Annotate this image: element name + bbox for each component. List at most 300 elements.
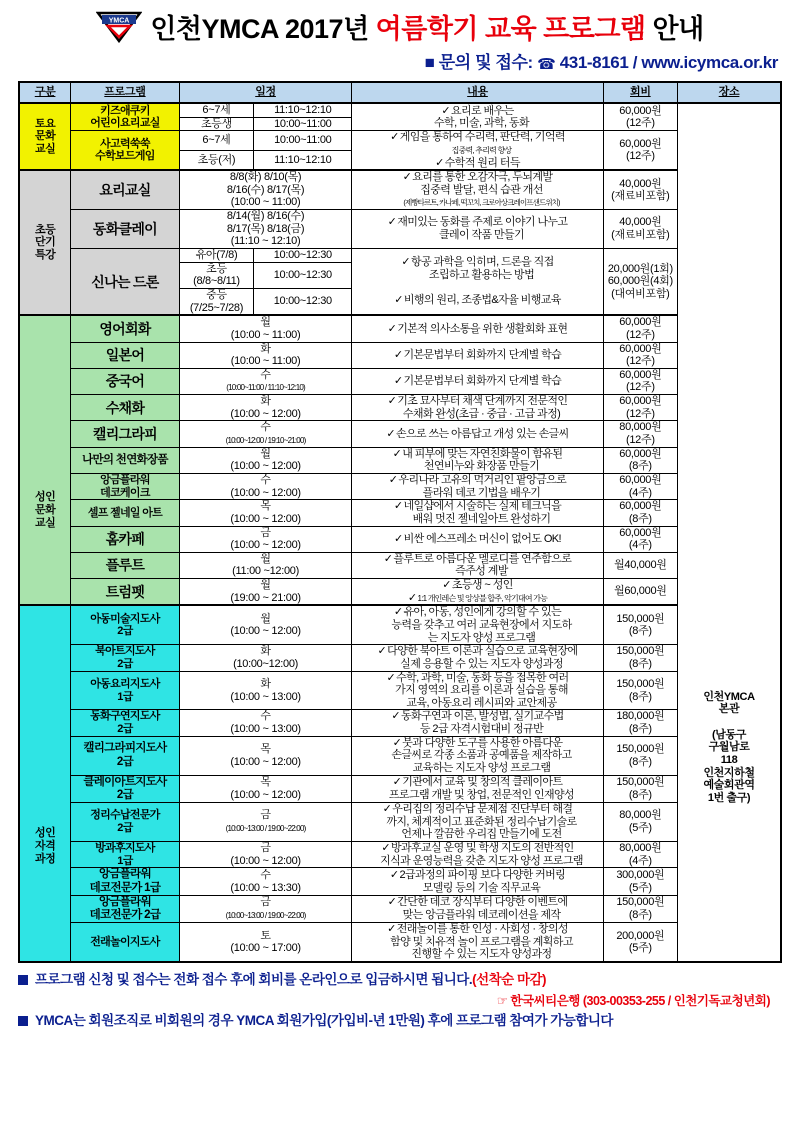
- note-1-text: [35, 970, 546, 990]
- content-line-1: 기관에서 교육 및 창의적 클레이아트: [402, 776, 563, 789]
- division-adult-culture: [19, 315, 71, 605]
- content-line-2: 능력을 갖추고 여러 교육현장에서 지도하: [391, 618, 572, 631]
- program-name: [71, 605, 180, 644]
- fee-duration: (12주): [626, 407, 655, 420]
- content-line-1: 간단한 데코 장식부터 다양한 이벤트에: [397, 896, 568, 909]
- program-line-1: 캘리그라피지도사: [83, 742, 167, 755]
- fee-line-3: (대여비포함): [611, 287, 670, 300]
- schedule-time: (10:00~12:00 / 19:10~21:00): [225, 436, 306, 446]
- fee-duration: (4주): [628, 486, 652, 499]
- content-line-1: 초등생 ~ 성인: [451, 579, 513, 592]
- program-content: [352, 803, 603, 842]
- schedule-day: 목: [260, 500, 271, 513]
- fee-amount: 150,000원: [616, 776, 665, 789]
- table-row: [19, 131, 781, 150]
- bank-text: 한국씨티은행 (303-00353-255 / 인천기독교청년회): [510, 994, 770, 1009]
- content-line-1: 요리로 배우는: [451, 104, 514, 117]
- page-header: [0, 0, 800, 73]
- program-line-1: 클레이아트지도사: [83, 775, 167, 788]
- content-line-1: 기본적 의사소통을 위한 생활회화 표현: [397, 322, 568, 335]
- bullet-square-icon: [18, 975, 28, 985]
- schedule-time: (10:00~11:00 / 11:10~12:10): [226, 383, 305, 393]
- program-content: [352, 775, 603, 802]
- table-row: [19, 710, 781, 736]
- program-name: [71, 803, 180, 842]
- table-row: [19, 923, 781, 962]
- place-line-8: 1번 출구): [707, 791, 751, 804]
- program-content: [352, 842, 603, 868]
- bullet-square-icon: [18, 1016, 28, 1026]
- table-row: [19, 868, 781, 895]
- check-icon: ✓: [393, 500, 403, 513]
- program-name: 요리교실: [71, 170, 180, 209]
- program-line-1: 전래놀이지도사: [90, 935, 160, 948]
- program-line-2: 2급: [117, 657, 133, 670]
- schedule-time: 10:00~12:30: [254, 262, 352, 288]
- schedule-day: 목: [260, 743, 271, 756]
- schedule-time: (10:00 ~ 12:00): [230, 854, 301, 867]
- fee-amount: 40,000원: [619, 216, 662, 229]
- program-content: [352, 395, 603, 421]
- content-line-1: 방과후교실 운영 및 학생 지도의 전반적인: [390, 842, 574, 855]
- fee-amount: 60,000원: [619, 137, 662, 150]
- program-name: [71, 923, 180, 962]
- content-line-1: 요리를 통한 오감자극, 두뇌계발: [412, 171, 553, 184]
- program-schedule: [179, 170, 352, 209]
- program-fee: [603, 775, 677, 802]
- division-line-3: 교실: [34, 516, 56, 529]
- program-fee: [603, 923, 677, 962]
- note-1: [18, 970, 782, 990]
- schedule-time: (10:00 ~ 17:00): [230, 942, 301, 955]
- program-schedule: [179, 868, 352, 895]
- col-header-fee: 회비: [603, 82, 677, 103]
- division-line-1: 토요: [34, 117, 56, 130]
- schedule-line-2: 8/16(수) 8/17(목): [226, 183, 305, 196]
- table-row: [19, 605, 781, 644]
- schedule-time: (10:00 ~ 12:00): [230, 539, 301, 552]
- program-content: [352, 342, 603, 368]
- content-line-1: 수학, 과학, 미술, 동화 등을 접목한 여러: [396, 671, 569, 684]
- check-icon: ✓: [392, 736, 402, 749]
- schedule-time: (10:00 ~ 13:30): [230, 881, 301, 894]
- check-icon: ✓: [435, 156, 444, 169]
- schedule-time: 10:00~12:30: [254, 249, 352, 263]
- division-line-2: 문화: [34, 130, 56, 143]
- program-line-1: 앙금플라워: [98, 868, 151, 881]
- fee-amount: 80,000원: [619, 421, 662, 434]
- program-name: [71, 131, 180, 170]
- program-line-1: 아동미술지도사: [90, 612, 160, 625]
- col-header-place: 장소: [678, 82, 781, 103]
- program-fee: [603, 395, 677, 421]
- schedule-day: 화: [260, 342, 271, 355]
- program-schedule: [179, 526, 352, 552]
- program-name: 캘리그라피: [71, 421, 180, 447]
- schedule-target: 초등생: [179, 117, 253, 131]
- fee-duration: (재료비포함): [611, 190, 670, 203]
- content-line-1: 손으로 쓰는 아름답고 개성 있는 손글씨: [395, 427, 569, 440]
- fee-amount: 200,000원: [616, 929, 665, 942]
- target-line-1: 초등: [206, 262, 227, 275]
- program-content: [352, 447, 603, 473]
- schedule-time: (10:00 ~ 12:00): [230, 755, 301, 768]
- fee-duration: (8주): [628, 690, 652, 703]
- schedule-time: 11:10~12:10: [254, 150, 352, 170]
- program-name: 수채화: [71, 395, 180, 421]
- table-row: [19, 526, 781, 552]
- pointing-hand-icon: ☞: [496, 994, 508, 1009]
- col-header-content: 내용: [352, 82, 603, 103]
- check-icon: ✓: [377, 645, 387, 658]
- table-row: [19, 395, 781, 421]
- content-line-2: 즉주성 계발: [455, 565, 508, 578]
- check-icon: ✓: [402, 171, 412, 184]
- fee-duration: (재료비포함): [611, 229, 670, 242]
- contact-row: [0, 48, 800, 73]
- fee-duration: (8주): [628, 908, 652, 921]
- schedule-day: 금: [260, 526, 271, 539]
- table-row: [19, 421, 781, 447]
- col-header-division: 구분: [19, 82, 71, 103]
- program-line-1: 정리수납전문가: [90, 809, 160, 822]
- program-fee: [603, 868, 677, 895]
- program-name: 영어회화: [71, 315, 180, 342]
- division-adult-cert: [19, 605, 71, 962]
- schedule-day: 월: [260, 447, 271, 460]
- program-name: 신나는 드론: [71, 249, 180, 316]
- program-fee: [603, 500, 677, 526]
- program-schedule: [179, 368, 352, 394]
- fee-duration: (5주): [628, 942, 652, 955]
- check-icon: ✓: [393, 348, 403, 361]
- note-1-main: 프로그램 신청 및 접수는 전화 접수 후에 회비를 온라인으로 입금하시면 됩니다.: [35, 972, 473, 988]
- table-row: [19, 103, 781, 117]
- program-fee: [603, 526, 677, 552]
- fee-duration: (8주): [628, 512, 652, 525]
- table-row: [19, 579, 781, 606]
- check-icon: ✓: [391, 710, 400, 723]
- program-schedule: [179, 736, 352, 775]
- program-schedule: [179, 895, 352, 922]
- program-name: 플루트: [71, 552, 180, 578]
- phone-icon: ☎: [537, 56, 556, 73]
- title-part-1: 인천YMCA 2017년: [150, 13, 376, 44]
- svg-text:YMCA: YMCA: [109, 17, 130, 25]
- note-2-text: YMCA는 회원조직로 비회원의 경우 YMCA 회원가입(가입비-년 1만원) 후에 프로그램 참여가 가능합니다: [35, 1013, 613, 1029]
- content-line-3: 수학적 원리 터득: [444, 156, 520, 169]
- fee-amount: 150,000원: [616, 612, 665, 625]
- content-line-2: 수채화 완성(초급 · 중급 · 고급 과정): [402, 407, 561, 420]
- table-header-row: [19, 82, 781, 103]
- content-line-2: 천연비누와 화장품 만들기: [423, 460, 540, 473]
- note-2: [18, 1011, 782, 1031]
- program-fee: [603, 473, 677, 499]
- program-fee: 월60,000원: [603, 579, 677, 606]
- fee-amount: 150,000원: [616, 896, 665, 909]
- program-fee: [603, 736, 677, 775]
- fee-duration: (8주): [628, 723, 652, 736]
- content-line-1: 전래놀이를 통한 인성 · 사회성 · 창의성: [396, 923, 568, 936]
- schedule-time: (10:00~12:00): [233, 657, 299, 670]
- program-line-1: 앙금플라워: [100, 473, 150, 486]
- content-line-2: 모델링 등의 기술 직무교육: [422, 881, 541, 894]
- program-line-1: 사고력쑥쑥: [100, 137, 150, 150]
- schedule-time: (10:00 ~ 12:00): [230, 512, 301, 525]
- program-fee: 월40,000원: [603, 552, 677, 578]
- page-title: [150, 7, 703, 46]
- content-line-2: 실제 응용할 수 있는 지도자 양성과정: [400, 657, 563, 670]
- program-schedule: [179, 671, 352, 710]
- program-line-1: 앙금플라워: [98, 895, 151, 908]
- schedule-target: [179, 262, 253, 288]
- fee-amount: 180,000원: [616, 710, 665, 723]
- program-name: 나만의 천연화장품: [71, 447, 180, 473]
- program-name: [71, 710, 180, 736]
- schedule-time: (19:00 ~ 21:00): [230, 591, 301, 604]
- program-fee: [603, 249, 677, 316]
- target-line-2: (7/25~7/28): [189, 301, 244, 314]
- division-line-1: 성인: [34, 827, 56, 840]
- fee-amount: 80,000원: [619, 809, 662, 822]
- program-schedule: [179, 473, 352, 499]
- program-line-1: 북아트지도사: [95, 645, 155, 658]
- content-line-1: 붓과 다양한 도구를 사용한 아름다운: [402, 736, 563, 749]
- content-line-2: 배워 멋진 젤네일아트 완성하기: [412, 512, 551, 525]
- fee-duration: (8주): [628, 755, 652, 768]
- content-line-1: 비싼 에스프레소 머신이 없어도 OK!: [403, 532, 561, 545]
- program-schedule: [179, 923, 352, 962]
- table-row: [19, 803, 781, 842]
- schedule-target: 6~7세: [179, 131, 253, 150]
- fee-duration: (12주): [626, 328, 655, 341]
- content-line-1: 2급과정의 파이핑 보다 다양한 커버링: [399, 868, 566, 881]
- schedule-time: 10:00~11:00: [254, 117, 352, 131]
- schedule-day: 화: [260, 645, 271, 658]
- fee-amount: 60,000원: [619, 473, 662, 486]
- schedule-day: 수: [260, 368, 271, 381]
- program-fee: [603, 710, 677, 736]
- col-header-schedule: 일정: [179, 82, 352, 103]
- check-icon: ✓: [388, 473, 398, 486]
- table-row: [19, 645, 781, 671]
- schedule-line-3: (10:00 ~ 11:00): [230, 196, 301, 209]
- division-line-2: 자격: [34, 839, 56, 852]
- program-content: [352, 315, 603, 342]
- place-line-4: 구월남로: [708, 741, 750, 754]
- table-row: [19, 447, 781, 473]
- program-fee: [603, 368, 677, 394]
- schedule-time: (10:00 ~ 12:00): [230, 407, 301, 420]
- place-line-6: 인천지하철: [703, 766, 755, 779]
- content-line-2: 조립하고 활용하는 방법: [428, 269, 535, 281]
- program-content: [352, 552, 603, 578]
- schedule-day: 수: [260, 473, 271, 486]
- program-line-2: 2급: [116, 788, 134, 801]
- program-fee: [603, 447, 677, 473]
- schedule-time: (10:00 ~ 11:00): [230, 328, 301, 341]
- program-line-2: 1급: [117, 854, 133, 867]
- program-schedule: [179, 710, 352, 736]
- program-line-2: 2급: [116, 755, 134, 768]
- check-icon: ✓: [392, 447, 402, 460]
- place-line-1: 인천YMCA: [703, 690, 755, 703]
- schedule-target: 6~7세: [179, 103, 253, 117]
- fee-amount: 60,000원: [619, 104, 662, 117]
- check-icon: ✓: [394, 532, 403, 545]
- program-fee: [603, 842, 677, 868]
- schedule-time: (10:00~13:00 / 19:00~22:00): [225, 824, 306, 834]
- place-line-2: 본관: [718, 703, 740, 716]
- fee-duration: (12주): [626, 150, 655, 163]
- fee-amount: 150,000원: [616, 645, 665, 658]
- program-line-2: 1급: [117, 690, 133, 703]
- target-line-2: (8/8~8/11): [193, 275, 240, 288]
- program-name: 트럼펫: [71, 579, 180, 606]
- program-fee: [603, 210, 677, 249]
- content-line-1: 항공 과학을 익히며, 드론을 직접: [411, 256, 554, 269]
- content-line-3: 는 지도자 양성 프로그램: [427, 631, 536, 644]
- content-line-1: 기본문법부터 회화까지 단계별 학습: [403, 375, 562, 388]
- title-row: [0, 6, 800, 46]
- schedule-target: 유아(7/8): [179, 249, 253, 263]
- program-schedule: [179, 342, 352, 368]
- check-icon: ✓: [386, 671, 396, 684]
- contact-line: [425, 48, 778, 73]
- program-name: 셀프 젤네일 아트: [71, 500, 180, 526]
- program-fee: [603, 803, 677, 842]
- program-content: [352, 526, 603, 552]
- fee-line-2: 60,000원(4회): [607, 275, 673, 288]
- program-schedule: [179, 803, 352, 842]
- program-fee: [603, 170, 677, 209]
- program-content: [352, 500, 603, 526]
- program-fee: [603, 131, 677, 170]
- check-icon: ✓: [387, 216, 397, 229]
- division-elementary: [19, 170, 71, 315]
- program-line-2: 어린이요리교실: [90, 117, 160, 130]
- program-content: [352, 736, 603, 775]
- check-icon: ✓: [387, 322, 397, 335]
- contact-separator: /: [632, 53, 638, 72]
- fee-amount: 150,000원: [616, 677, 665, 690]
- schedule-line-3: (11:10 ~ 12:10): [230, 235, 301, 248]
- fee-duration: (5주): [628, 822, 652, 835]
- schedule-day: 화: [260, 677, 271, 690]
- program-content: [352, 131, 603, 170]
- content-line-2: 지식과 운영능력을 갖춘 지도자 양성 프로그램: [380, 854, 583, 867]
- check-icon: ✓: [390, 131, 399, 144]
- program-content: [352, 605, 603, 644]
- contact-url[interactable]: www.icymca.or.kr: [641, 53, 778, 72]
- program-content: [352, 368, 603, 394]
- fee-duration: (5주): [628, 881, 652, 894]
- col-header-program: 프로그램: [71, 82, 180, 103]
- content-line-1: 우리집의 정리수납 문제점 진단부터 해결: [392, 803, 573, 816]
- content-line-3: 교육, 아동요리 레시피와 교안제공: [406, 696, 557, 709]
- fee-amount: 40,000원: [619, 177, 662, 190]
- program-line-1: 아동요리지도사: [90, 677, 160, 690]
- fee-amount: 150,000원: [616, 743, 665, 756]
- fee-amount: 60,000원: [619, 395, 662, 408]
- ymca-logo-icon: [96, 9, 142, 43]
- fee-duration: (8주): [628, 460, 652, 473]
- check-icon: ✓: [387, 923, 396, 936]
- schedule-day: 수: [260, 868, 271, 881]
- content-line-2: 클레이 작품 만들기: [438, 229, 525, 242]
- division-line-2: 문화: [34, 503, 56, 516]
- check-icon: ✓: [442, 579, 451, 592]
- schedule-time: 10:00~12:30: [254, 288, 352, 315]
- program-line-1: 키즈애쿠키: [100, 104, 150, 117]
- fee-duration: (12주): [626, 381, 655, 394]
- program-name: 홈카페: [71, 526, 180, 552]
- program-name: [71, 775, 180, 802]
- program-name: [71, 736, 180, 775]
- fee-amount: 60,000원: [619, 526, 662, 539]
- content-line-2: 맞는 앙금플라워 데코레이션을 제작: [402, 908, 561, 921]
- check-icon: ✓: [441, 104, 450, 117]
- program-fee: [603, 605, 677, 644]
- fee-amount: 80,000원: [619, 842, 662, 855]
- schedule-time: (10:00 ~ 11:00): [230, 355, 301, 368]
- program-schedule: [179, 552, 352, 578]
- check-icon: ✓: [381, 842, 390, 855]
- table-row: [19, 842, 781, 868]
- table-row: [19, 210, 781, 249]
- program-content: [352, 710, 603, 736]
- division-saturday: [19, 103, 71, 170]
- schedule-target: 초등(저): [179, 150, 253, 170]
- schedule-target: [179, 288, 253, 315]
- schedule-day: 화: [260, 395, 271, 408]
- content-line-1: 동화구연과 이론, 발성법, 실기교수법: [400, 710, 564, 723]
- schedule-day: 금: [260, 896, 271, 909]
- title-part-red: 여름학기 교육 프로그램: [375, 13, 646, 44]
- program-schedule: [179, 775, 352, 802]
- program-line-2: 2급: [117, 822, 133, 835]
- content-note: (제빵타르트, 카나페, 떡꼬치, 크로아상크레이프샌드위치): [403, 198, 560, 208]
- title-part-2: 안내: [645, 13, 704, 44]
- program-schedule: [179, 421, 352, 447]
- content-line-2: 집중력, 추리력 향상: [451, 145, 512, 155]
- table-row: [19, 500, 781, 526]
- check-icon: ✓: [387, 395, 397, 408]
- program-fee: [603, 645, 677, 671]
- content-line-2: 등 2급 자격시험대비 정규반: [419, 723, 544, 736]
- schedule-time: (10:00 ~ 13:00): [230, 690, 301, 703]
- program-content: [352, 170, 603, 209]
- content-line-1: 다양한 북아트 이론과 실습으로 교육현장에: [387, 645, 578, 658]
- place-cell: [678, 103, 781, 962]
- schedule-day: 수: [260, 421, 271, 434]
- program-content: [352, 249, 603, 316]
- program-content: [352, 923, 603, 962]
- fee-duration: (8주): [628, 657, 652, 670]
- schedule-time: (10:00 ~ 12:00): [230, 460, 301, 473]
- schedule-day: 금: [260, 842, 271, 855]
- content-line-1: 기본문법부터 회화까지 단계별 학습: [403, 348, 562, 361]
- content-line-1: 내 피부에 맞는 자연친화물이 함유된: [402, 447, 563, 460]
- schedule-day: 금: [260, 809, 271, 822]
- program-schedule: [179, 395, 352, 421]
- program-name: [71, 671, 180, 710]
- schedule-time: (10:00 ~ 12:00): [230, 625, 301, 638]
- program-line-2: 수학보드게임: [95, 150, 155, 163]
- schedule-time: (10:00~13:00 / 19:00~22:00): [225, 910, 306, 920]
- fee-amount: 60,000원: [619, 447, 662, 460]
- check-icon: ✓: [393, 375, 403, 388]
